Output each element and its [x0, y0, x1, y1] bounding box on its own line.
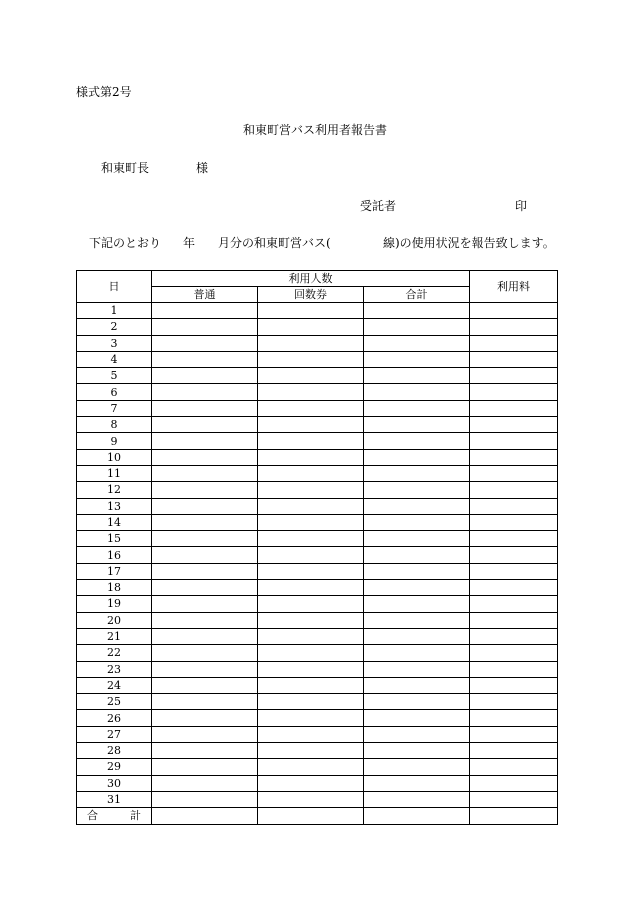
- regular-cell[interactable]: [152, 449, 258, 465]
- total-coupon-cell[interactable]: [258, 808, 364, 824]
- fee-cell[interactable]: [470, 661, 558, 677]
- subtotal-cell[interactable]: [364, 449, 470, 465]
- subtotal-cell[interactable]: [364, 596, 470, 612]
- day-number: 28: [77, 743, 152, 759]
- day-number: 24: [77, 677, 152, 693]
- regular-cell[interactable]: [152, 351, 258, 367]
- fee-cell[interactable]: [470, 303, 558, 319]
- fee-cell[interactable]: [470, 580, 558, 596]
- table-row: [77, 743, 558, 759]
- table-row: [77, 677, 558, 693]
- subtotal-cell[interactable]: [364, 677, 470, 693]
- day-number: 2: [77, 319, 152, 335]
- coupon-cell[interactable]: [258, 677, 364, 693]
- table-row: [77, 384, 558, 400]
- subtotal-cell[interactable]: [364, 498, 470, 514]
- fee-cell[interactable]: [470, 368, 558, 384]
- coupon-cell[interactable]: [258, 726, 364, 742]
- fee-cell[interactable]: [470, 563, 558, 579]
- subtotal-cell[interactable]: [364, 303, 470, 319]
- table-row: [77, 661, 558, 677]
- coupon-cell[interactable]: [258, 400, 364, 416]
- table-row: [77, 531, 558, 547]
- day-number: 21: [77, 628, 152, 644]
- fee-cell[interactable]: [470, 759, 558, 775]
- day-number: 5: [77, 368, 152, 384]
- regular-cell[interactable]: [152, 759, 258, 775]
- statement-prefix: 下記のとおり: [89, 236, 162, 250]
- coupon-cell[interactable]: [258, 743, 364, 759]
- fee-cell[interactable]: [470, 400, 558, 416]
- regular-cell[interactable]: [152, 661, 258, 677]
- regular-cell[interactable]: [152, 645, 258, 661]
- table-row: [77, 319, 558, 335]
- fee-cell[interactable]: [470, 726, 558, 742]
- coupon-cell[interactable]: [258, 514, 364, 530]
- fee-cell[interactable]: [470, 417, 558, 433]
- fee-cell[interactable]: [470, 710, 558, 726]
- statement-year: 年: [183, 236, 196, 250]
- total-sum-cell[interactable]: [364, 808, 470, 824]
- coupon-cell[interactable]: [258, 596, 364, 612]
- coupon-cell[interactable]: [258, 368, 364, 384]
- coupon-cell[interactable]: [258, 694, 364, 710]
- subtotal-cell[interactable]: [364, 661, 470, 677]
- subtotal-cell[interactable]: [364, 465, 470, 481]
- day-number: 29: [77, 759, 152, 775]
- fee-cell[interactable]: [470, 335, 558, 351]
- subtotal-cell[interactable]: [364, 433, 470, 449]
- fee-cell[interactable]: [470, 596, 558, 612]
- subtotal-cell[interactable]: [364, 319, 470, 335]
- day-number: 3: [77, 335, 152, 351]
- day-number: 27: [77, 726, 152, 742]
- statement-month: 月分の和東町営バス(: [218, 236, 331, 250]
- subtotal-cell[interactable]: [364, 351, 470, 367]
- regular-cell[interactable]: [152, 580, 258, 596]
- subtotal-cell[interactable]: [364, 759, 470, 775]
- subtotal-cell[interactable]: [364, 645, 470, 661]
- regular-cell[interactable]: [152, 775, 258, 791]
- subtotal-cell[interactable]: [364, 628, 470, 644]
- day-number: 22: [77, 645, 152, 661]
- coupon-cell[interactable]: [258, 319, 364, 335]
- table-row: [77, 417, 558, 433]
- fee-cell[interactable]: [470, 694, 558, 710]
- day-number: 1: [77, 303, 152, 319]
- coupon-cell[interactable]: [258, 759, 364, 775]
- table-row: [77, 547, 558, 563]
- subtotal-cell[interactable]: [364, 791, 470, 807]
- regular-cell[interactable]: [152, 710, 258, 726]
- day-number: 26: [77, 710, 152, 726]
- day-number: 9: [77, 433, 152, 449]
- day-number: 12: [77, 482, 152, 498]
- day-header: 日: [77, 271, 152, 303]
- regular-cell[interactable]: [152, 335, 258, 351]
- regular-cell[interactable]: [152, 417, 258, 433]
- day-number: 18: [77, 580, 152, 596]
- seal-mark: 印: [515, 199, 528, 213]
- regular-cell[interactable]: [152, 547, 258, 563]
- fee-cell[interactable]: [470, 514, 558, 530]
- day-number: 25: [77, 694, 152, 710]
- form-number: 様式第2号: [76, 85, 132, 99]
- table-row: [77, 400, 558, 416]
- subtotal-cell[interactable]: [364, 743, 470, 759]
- table-row: [77, 563, 558, 579]
- regular-cell[interactable]: [152, 433, 258, 449]
- table-row: [77, 514, 558, 530]
- coupon-cell[interactable]: [258, 547, 364, 563]
- regular-cell[interactable]: [152, 465, 258, 481]
- table-row: [77, 726, 558, 742]
- total-label: 合 計: [77, 808, 152, 824]
- coupon-cell[interactable]: [258, 482, 364, 498]
- coupon-cell[interactable]: [258, 628, 364, 644]
- table-row: [77, 465, 558, 481]
- regular-cell[interactable]: [152, 514, 258, 530]
- regular-cell[interactable]: [152, 400, 258, 416]
- subtotal-header: 合計: [364, 287, 470, 303]
- regular-cell[interactable]: [152, 694, 258, 710]
- regular-cell[interactable]: [152, 482, 258, 498]
- day-number: 19: [77, 596, 152, 612]
- day-number: 8: [77, 417, 152, 433]
- subtotal-cell[interactable]: [364, 694, 470, 710]
- fee-cell[interactable]: [470, 498, 558, 514]
- coupon-cell[interactable]: [258, 465, 364, 481]
- fee-cell[interactable]: [470, 384, 558, 400]
- subtotal-cell[interactable]: [364, 384, 470, 400]
- coupon-cell[interactable]: [258, 661, 364, 677]
- subtotal-cell[interactable]: [364, 775, 470, 791]
- subtotal-cell[interactable]: [364, 400, 470, 416]
- document-title: 和東町営バス利用者報告書: [242, 123, 387, 137]
- coupon-cell[interactable]: [258, 433, 364, 449]
- total-regular-cell[interactable]: [152, 808, 258, 824]
- coupon-cell[interactable]: [258, 498, 364, 514]
- users-header: 利用人数: [152, 271, 470, 287]
- table-row: [77, 628, 558, 644]
- fee-cell[interactable]: [470, 547, 558, 563]
- fee-cell[interactable]: [470, 791, 558, 807]
- fee-cell[interactable]: [470, 677, 558, 693]
- table-row: [77, 694, 558, 710]
- day-number: 4: [77, 351, 152, 367]
- table-row: [77, 775, 558, 791]
- regular-cell[interactable]: [152, 596, 258, 612]
- table-row: [77, 449, 558, 465]
- day-number: 31: [77, 791, 152, 807]
- fee-cell[interactable]: [470, 351, 558, 367]
- table-row: [77, 759, 558, 775]
- coupon-cell[interactable]: [258, 580, 364, 596]
- subtotal-cell[interactable]: [364, 514, 470, 530]
- coupon-cell[interactable]: [258, 563, 364, 579]
- table-row: [77, 368, 558, 384]
- coupon-cell[interactable]: [258, 351, 364, 367]
- regular-cell[interactable]: [152, 368, 258, 384]
- subtotal-cell[interactable]: [364, 580, 470, 596]
- total-row: [77, 808, 558, 824]
- fee-cell[interactable]: [470, 482, 558, 498]
- table-row: [77, 351, 558, 367]
- subtotal-cell[interactable]: [364, 726, 470, 742]
- coupon-cell[interactable]: [258, 791, 364, 807]
- table-row: [77, 791, 558, 807]
- coupon-cell[interactable]: [258, 612, 364, 628]
- table-row: [77, 498, 558, 514]
- table-row: [77, 710, 558, 726]
- day-number: 13: [77, 498, 152, 514]
- total-fee-cell[interactable]: [470, 808, 558, 824]
- coupon-cell[interactable]: [258, 775, 364, 791]
- regular-cell[interactable]: [152, 498, 258, 514]
- fee-cell[interactable]: [470, 449, 558, 465]
- subtotal-cell[interactable]: [364, 482, 470, 498]
- regular-header: 普通: [152, 287, 258, 303]
- coupon-cell[interactable]: [258, 645, 364, 661]
- coupon-cell[interactable]: [258, 303, 364, 319]
- fee-cell[interactable]: [470, 775, 558, 791]
- subtotal-cell[interactable]: [364, 368, 470, 384]
- day-number: 17: [77, 563, 152, 579]
- regular-cell[interactable]: [152, 743, 258, 759]
- table-row: [77, 303, 558, 319]
- subtotal-cell[interactable]: [364, 710, 470, 726]
- subtotal-cell[interactable]: [364, 531, 470, 547]
- fee-cell[interactable]: [470, 319, 558, 335]
- coupon-cell[interactable]: [258, 417, 364, 433]
- regular-cell[interactable]: [152, 563, 258, 579]
- table-row: [77, 482, 558, 498]
- subtotal-cell[interactable]: [364, 417, 470, 433]
- fee-cell[interactable]: [470, 531, 558, 547]
- subtotal-cell[interactable]: [364, 547, 470, 563]
- regular-cell[interactable]: [152, 531, 258, 547]
- coupon-cell[interactable]: [258, 449, 364, 465]
- coupon-cell[interactable]: [258, 531, 364, 547]
- regular-cell[interactable]: [152, 384, 258, 400]
- statement-line: 線)の使用状況を報告致します。: [383, 236, 555, 250]
- table-row: [77, 596, 558, 612]
- regular-cell[interactable]: [152, 612, 258, 628]
- regular-cell[interactable]: [152, 303, 258, 319]
- addressee-label: 和東町長: [101, 161, 150, 175]
- usage-report-table: [76, 270, 558, 825]
- coupon-cell[interactable]: [258, 710, 364, 726]
- fee-cell[interactable]: [470, 612, 558, 628]
- fee-cell[interactable]: [470, 743, 558, 759]
- day-number: 16: [77, 547, 152, 563]
- table-row: [77, 612, 558, 628]
- day-number: 7: [77, 400, 152, 416]
- day-number: 6: [77, 384, 152, 400]
- table-row: [77, 645, 558, 661]
- addressee-honorific: 様: [196, 161, 209, 175]
- day-number: 20: [77, 612, 152, 628]
- coupon-cell[interactable]: [258, 384, 364, 400]
- regular-cell[interactable]: [152, 319, 258, 335]
- day-rows: [77, 303, 558, 808]
- fee-cell[interactable]: [470, 465, 558, 481]
- regular-cell[interactable]: [152, 628, 258, 644]
- day-number: 23: [77, 661, 152, 677]
- subtotal-cell[interactable]: [364, 335, 470, 351]
- day-number: 15: [77, 531, 152, 547]
- day-number: 10: [77, 449, 152, 465]
- table-row: [77, 580, 558, 596]
- subtotal-cell[interactable]: [364, 612, 470, 628]
- table-row: [77, 433, 558, 449]
- fee-cell[interactable]: [470, 628, 558, 644]
- regular-cell[interactable]: [152, 791, 258, 807]
- fee-cell[interactable]: [470, 645, 558, 661]
- coupon-cell[interactable]: [258, 335, 364, 351]
- day-number: 11: [77, 465, 152, 481]
- subtotal-cell[interactable]: [364, 563, 470, 579]
- coupon-header: 回数券: [258, 287, 364, 303]
- day-number: 14: [77, 514, 152, 530]
- fee-header: 利用料: [470, 271, 558, 303]
- fee-cell[interactable]: [470, 433, 558, 449]
- day-number: 30: [77, 775, 152, 791]
- trustee-label: 受託者: [360, 199, 397, 213]
- table-row: [77, 335, 558, 351]
- regular-cell[interactable]: [152, 726, 258, 742]
- regular-cell[interactable]: [152, 677, 258, 693]
